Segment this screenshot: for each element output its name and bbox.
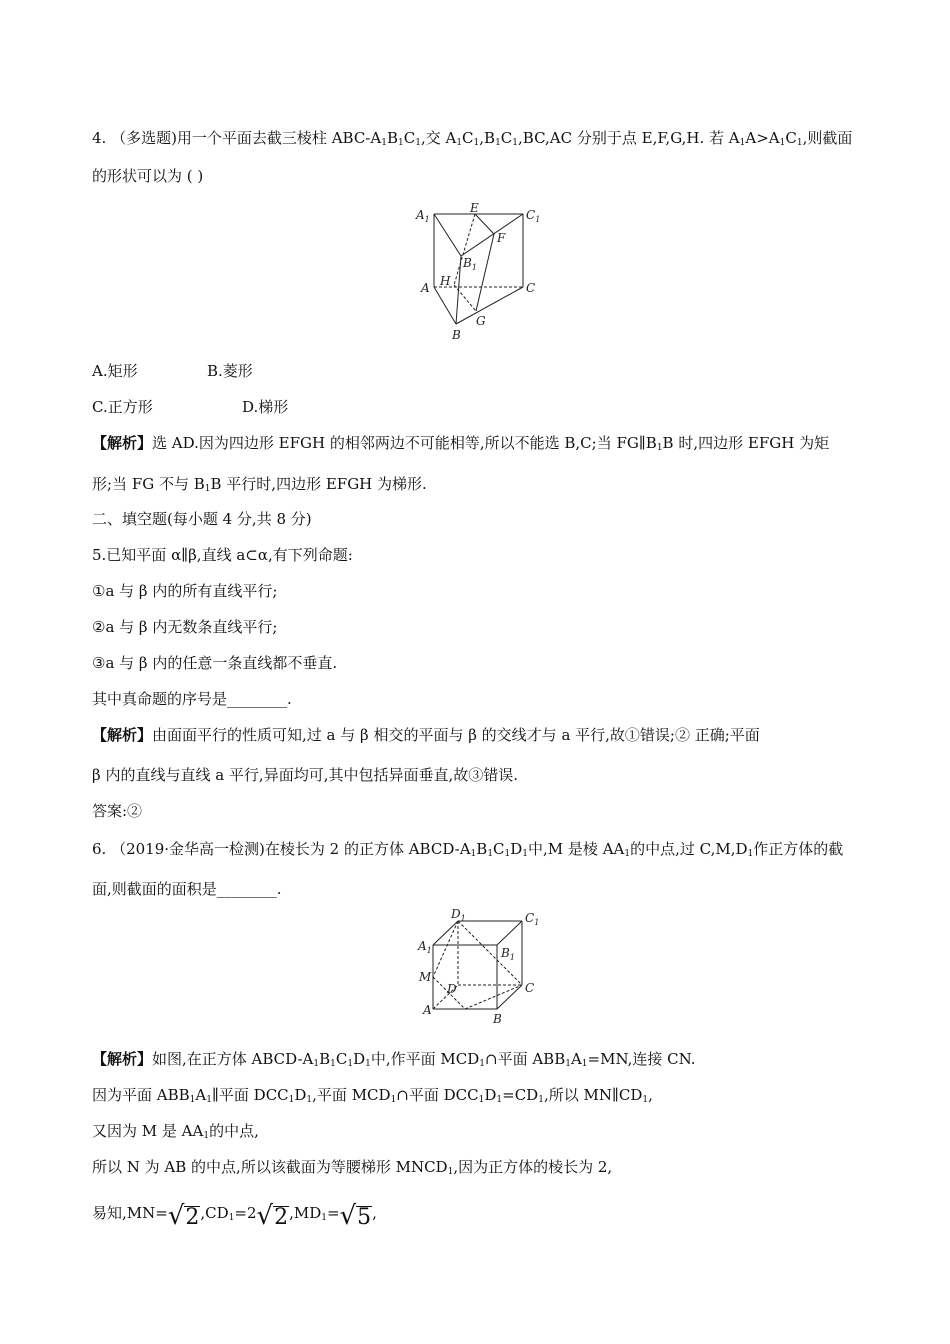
sqrt-2-b: √2 <box>256 1201 289 1231</box>
label-c: C <box>526 281 536 295</box>
q4-option-b: B.菱形 <box>207 362 253 380</box>
q4-stem-line2: 的形状可以为 ( ) <box>92 167 204 185</box>
label-b: B <box>493 1012 502 1026</box>
label-a: A <box>423 1003 432 1017</box>
q5-answer: 答案:② <box>92 802 143 820</box>
q4-analysis-line2: 形;当 FG 不与 $B_1B$ 平行时,四边形 EFGH 为梯形. <box>92 475 427 494</box>
q4-option-c: C.正方形 <box>92 398 153 416</box>
q5-analysis-line2: β 内的直线与直线 a 平行,异面均可,其中包括异面垂直,故③错误. <box>92 766 518 784</box>
sqrt-2-a: √2 <box>167 1201 200 1231</box>
cube-figure <box>415 908 550 1026</box>
edge-a1d1 <box>433 921 458 945</box>
edge-b1c1 <box>497 921 522 945</box>
q6-analysis-line5: 易知$,MN=√2,CD_1=2√2,MD_1=√5$, <box>92 1201 377 1231</box>
label-h: H <box>440 274 451 288</box>
label-g: G <box>476 314 486 328</box>
edge-ab <box>434 287 456 324</box>
q6-stem-line1: 6. （2019·金华高一检测)在棱长为 2 的正方体 ABCD-$A_1B_1C_1D_1$中,M 是棱 $AA_1$的中点,过 $C,M,D_1$作正方体的截 <box>92 840 844 859</box>
q5-proposition-3: ③a 与 β 内的任意一条直线都不垂直. <box>92 654 338 672</box>
q5-question: 其中真命题的序号是________. <box>92 690 292 708</box>
edge-b1c1 <box>461 214 523 256</box>
label-b1: $B_1$ <box>501 946 515 962</box>
q6-analysis-line1: 【解析】如图,在正方体 ABCD-$A_1B_1C_1D_1$中,作平面 $MCD_1\cap$平面 $ABB_1A_1=MN$,连接 CN. <box>92 1050 696 1069</box>
edge-bc <box>456 287 523 324</box>
label-m: M <box>419 970 432 984</box>
edge-d1m <box>433 921 458 977</box>
label-a: A <box>421 281 430 295</box>
edge-fg <box>476 234 494 311</box>
q5-proposition-1: ①a 与 β 内的所有直线平行; <box>92 582 278 600</box>
q6-analysis-line4: 所以 N 为 AB 的中点,所以该截面为等腰梯形 $MNCD_1$,因为正方体的棱长为 2, <box>92 1158 613 1177</box>
label-c: C <box>525 981 535 995</box>
edge-nc <box>465 985 522 1009</box>
q4-option-a: A.矩形 <box>92 362 138 380</box>
q6-analysis-line2: 因为平面 $ABB_1A_1\parallel$平面 $DCC_1D_1$,平面 $MCD_1\cap$平面 $DCC_1D_1=CD_1$,所以 $MN\parallel CD_1$, <box>92 1086 653 1105</box>
q4-stem-line1: 4. （多选题)用一个平面去截三棱柱 ABC-$A_1B_1C_1$,交 $A_1C_1,B_1C_1,BC,AC$ 分别于点 E,F,G,H. 若 $A_1A>A_1C_1$,则截面 <box>92 129 853 148</box>
label-d1: $D_1$ <box>451 908 466 923</box>
sqrt-5: √5 <box>339 1201 372 1231</box>
prism-figure <box>410 200 550 345</box>
edge-ef <box>475 214 494 234</box>
q6-stem-line2: 面,则截面的面积是________. <box>92 880 282 898</box>
q5-analysis-line1: 【解析】由面面平行的性质可知,过 a 与 β 相交的平面与 β 的交线才与 a 平行,故①错误;② 正确;平面 <box>92 726 760 744</box>
label-e: E <box>470 201 479 215</box>
label-a1: $A_1$ <box>416 208 430 224</box>
label-c1: $C_1$ <box>526 208 541 224</box>
q4-analysis-line1: 【解析】选 AD.因为四边形 EFGH 的相邻两边不可能相等,所以不能选 B,C;当 $FG\parallel B_1B$ 时,四边形 EFGH 为矩 <box>92 434 830 453</box>
section-heading: 二、填空题(每小题 4 分,共 8 分) <box>92 510 312 528</box>
label-b1: $B_1$ <box>463 256 477 272</box>
label-a1: $A_1$ <box>418 939 432 955</box>
q4-option-d: D.梯形 <box>242 398 289 416</box>
label-c1: $C_1$ <box>525 911 540 927</box>
label-b: B <box>452 328 461 342</box>
q5-stem: 5.已知平面 α∥β,直线 a⊂α,有下列命题: <box>92 546 353 564</box>
q6-analysis-line3: 又因为 M 是 $AA_1$的中点, <box>92 1122 259 1141</box>
edge-bc <box>497 985 522 1009</box>
label-f: F <box>497 231 506 245</box>
label-d: D <box>447 982 457 996</box>
edge-a1b1 <box>434 214 461 256</box>
q5-proposition-2: ②a 与 β 内无数条直线平行; <box>92 618 278 636</box>
